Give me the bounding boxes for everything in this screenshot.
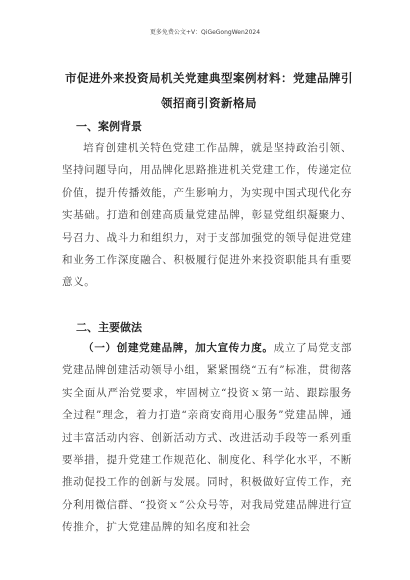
document-title: 市促进外来投资局机关党建典型案例材料：党建品牌引领招商引资新格局 <box>65 71 353 110</box>
paragraph-text: 成立了局党支部党建品牌创建活动领导小组，紧紧围绕“五有”标准，贯彻落实全面从严治党要求，牢固树立“投资ｘ第一站、跟踪服务全过程”理念，着力打造“亲商安商用心服务”党建品牌，通过丰富活动内容、创新活动方式、改进活动手段等一系列重要举措，提升党建工作规范化、制度化、科学化水平，不断推动促投工作的创新与发展。同时，积极做好宣传工作，充分利用微信群、“投资ｘ”公众号等，对我局党建品牌进行宣传推介，扩大党建品牌的知名度和社会 <box>62 342 353 534</box>
paragraph-text: 培育创建机关特色党建工作品牌，就是坚持政治引领、坚持问题导向，用品牌化思路推进机关党建工作，传递定位价值，提升传播效能，产生影响力，为实现中国式现代化夯实基础。打造和创建高质量党建品牌，彰显党组织凝聚力、号召力、战斗力和组织力，对于支部加强党的领导促进党建和业务工作深度融合、积极履行促进外来投资职能具有重要意义。 <box>62 142 352 289</box>
header-note: 更多免费公文+V：QiGeGongWen2024 <box>149 29 261 36</box>
subsection-lead: （一）创建党建品牌，加大宣传力度。 <box>83 342 274 354</box>
section-heading-main-practices: 二、主要做法 <box>76 321 142 334</box>
section-paragraph-main-practices <box>62 337 352 539</box>
section-paragraph-background <box>62 137 352 294</box>
section-heading-background: 一、案例背景 <box>76 120 142 133</box>
